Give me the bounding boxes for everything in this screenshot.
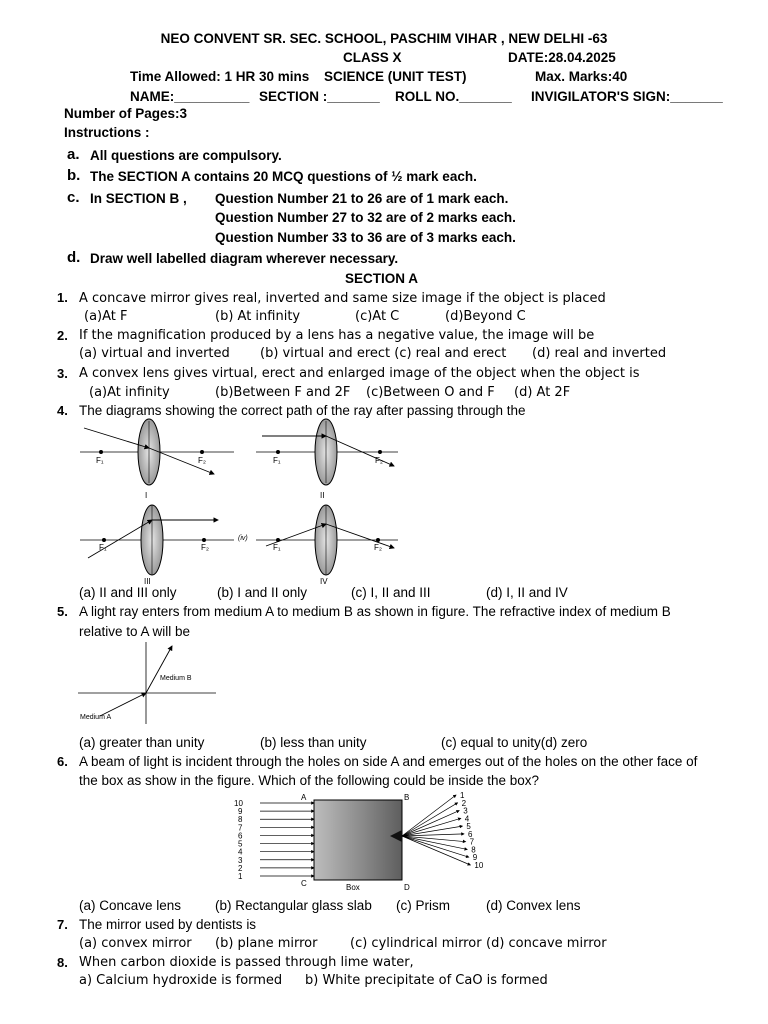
q4-number: 4. bbox=[57, 403, 68, 418]
right-hole-number: 7 bbox=[469, 837, 475, 847]
q4-option-b: (b) I and II only bbox=[217, 585, 308, 600]
diagram-ii-label: II bbox=[320, 491, 325, 500]
focal-point-f1-label: F₁ bbox=[96, 456, 104, 465]
left-hole-number: 2 bbox=[238, 863, 243, 873]
q1-option-b: (b) At infinity bbox=[215, 309, 301, 324]
focal-point-f1-label: F₁ bbox=[99, 543, 107, 552]
q4-text: The diagrams showing the correct path of the ray after passing through the bbox=[79, 403, 526, 418]
focal-point-f2-label: F₂ bbox=[198, 456, 206, 465]
q7-number: 7. bbox=[57, 917, 68, 932]
number-of-pages: Number of Pages:3 bbox=[64, 106, 188, 121]
q3-option-a: (a)At infinity bbox=[89, 385, 170, 400]
left-hole-number: 8 bbox=[238, 815, 243, 825]
instruction-d-marker: d. bbox=[67, 249, 81, 266]
q7-option-a: (a) convex mirror bbox=[79, 936, 192, 951]
q6-box-diagram bbox=[230, 790, 500, 894]
q8-text: When carbon dioxide is passed through lime water, bbox=[79, 955, 414, 970]
class-label: CLASS X bbox=[343, 50, 402, 65]
q7-option-b: (b) plane mirror bbox=[215, 936, 318, 951]
left-hole-number: 10 bbox=[234, 799, 243, 808]
q6-text-line1: A beam of light is incident through the holes on side A and emerges out of the holes on the other face of bbox=[79, 754, 698, 769]
instruction-b-text: The SECTION A contains 20 MCQ questions of ½ mark each. bbox=[90, 169, 477, 184]
q3-text: A convex lens gives virtual, erect and enlarged image of the object when the object is bbox=[79, 366, 640, 381]
incoming-rays bbox=[260, 803, 314, 876]
q3-option-c: (c)Between O and F bbox=[366, 385, 495, 400]
instruction-a-text: All questions are compulsory. bbox=[90, 148, 282, 163]
focal-point-f1-label: F₁ bbox=[273, 543, 281, 552]
q5-text-line2: relative to A will be bbox=[79, 624, 191, 639]
q5-number: 5. bbox=[57, 604, 68, 619]
instruction-c-line1: Question Number 21 to 26 are of 1 mark each. bbox=[215, 191, 509, 206]
q1-option-a: (a)At F bbox=[84, 309, 128, 324]
right-hole-number: 4 bbox=[464, 814, 470, 824]
lens-diagram-i bbox=[80, 419, 234, 500]
right-hole-number: 6 bbox=[468, 829, 473, 839]
outgoing-ray bbox=[402, 836, 470, 865]
q6-option-d: (d) Convex lens bbox=[486, 898, 581, 913]
q7-text: The mirror used by dentists is bbox=[79, 917, 257, 932]
q3-option-d: (d) At 2F bbox=[514, 385, 571, 400]
outgoing-ray bbox=[402, 818, 461, 836]
corner-a-label: A bbox=[301, 793, 307, 802]
max-marks: Max. Marks:40 bbox=[535, 69, 628, 84]
lens-diagram-ii bbox=[256, 419, 398, 500]
left-hole-number: 4 bbox=[238, 847, 243, 857]
q1-option-d: (d)Beyond C bbox=[445, 309, 526, 324]
box-label: Box bbox=[346, 883, 360, 892]
q7-option-c: (c) cylindrical mirror bbox=[350, 936, 482, 951]
left-hole-number: 9 bbox=[238, 807, 243, 817]
diagram-i-label: I bbox=[145, 491, 148, 500]
q2-number: 2. bbox=[57, 328, 68, 343]
outgoing-ray bbox=[402, 803, 458, 836]
q1-number: 1. bbox=[57, 290, 68, 305]
left-hole-number: 5 bbox=[238, 839, 243, 849]
q4-option-c: (c) I, II and III bbox=[351, 585, 431, 600]
q1-text: A concave mirror gives real, inverted and same size image if the object is placed bbox=[79, 291, 606, 306]
section-field: SECTION :_______ bbox=[259, 89, 380, 104]
diagram-iii-label: III bbox=[144, 577, 151, 586]
instruction-d-text: Draw well labelled diagram wherever necessary. bbox=[90, 251, 399, 266]
q8-option-a: a) Calcium hydroxide is formed bbox=[79, 973, 283, 988]
name-field: NAME:__________ bbox=[130, 89, 250, 104]
q3-option-b: (b)Between F and 2F bbox=[215, 385, 351, 400]
instruction-c-marker: c. bbox=[67, 189, 80, 206]
q6-option-a: (a) Concave lens bbox=[79, 898, 182, 913]
instruction-c-text: In SECTION B , bbox=[90, 191, 187, 206]
school-name: NEO CONVENT SR. SEC. SCHOOL, PASCHIM VIHAR , NEW DELHI -63 bbox=[160, 31, 608, 46]
q7-option-d: (d) concave mirror bbox=[486, 936, 607, 951]
q4-lens-diagrams bbox=[76, 418, 406, 586]
q2-option-d: (d) real and inverted bbox=[532, 346, 667, 361]
q5-option-a: (a) greater than unity bbox=[79, 735, 205, 750]
q2-option-a: (a) virtual and inverted bbox=[79, 346, 230, 361]
q1-option-c: (c)At C bbox=[355, 309, 400, 324]
q6-option-c: (c) Prism bbox=[396, 898, 450, 913]
medium-b-label: Medium B bbox=[160, 675, 192, 682]
q5-option-b: (b) less than unity bbox=[260, 735, 367, 750]
right-hole-number: 8 bbox=[471, 845, 476, 855]
diagram-iv-tag: (iv) bbox=[238, 535, 248, 542]
focal-point-f1-label: F₁ bbox=[273, 456, 281, 465]
focal-point-f2-label: F₂ bbox=[375, 456, 383, 465]
outgoing-ray bbox=[402, 836, 467, 849]
q4-option-a: (a) II and III only bbox=[79, 585, 177, 600]
left-hole-number: 7 bbox=[238, 823, 243, 833]
right-hole-number: 5 bbox=[466, 822, 471, 832]
right-hole-number: 1 bbox=[460, 791, 465, 800]
q2-option-bc: (b) virtual and erect (c) real and erect bbox=[260, 346, 507, 361]
q4-option-d: (d) I, II and IV bbox=[486, 585, 568, 600]
diagram-iv-label: IV bbox=[320, 577, 328, 586]
corner-c-label: C bbox=[301, 879, 307, 888]
corner-b-label: B bbox=[404, 793, 410, 802]
q6-number: 6. bbox=[57, 754, 68, 769]
time-allowed: Time Allowed: 1 HR 30 mins bbox=[130, 69, 310, 84]
instruction-b-marker: b. bbox=[67, 167, 81, 184]
q6-text-line2: the box as show in the figure. Which of the following could be inside the box? bbox=[79, 773, 540, 788]
q3-number: 3. bbox=[57, 366, 68, 381]
date-label: DATE:28.04.2025 bbox=[508, 50, 616, 65]
lens-diagram-iv bbox=[238, 505, 398, 586]
right-hole-number: 3 bbox=[463, 806, 468, 816]
roll-no-field: ROLL NO._______ bbox=[395, 89, 512, 104]
section-a-title: SECTION A bbox=[345, 271, 419, 286]
medium-a-label: Medium A bbox=[80, 714, 112, 721]
instructions-label: Instructions : bbox=[64, 125, 150, 140]
instruction-a-marker: a. bbox=[67, 146, 80, 163]
right-hole-numbers bbox=[460, 791, 484, 870]
instruction-c-line2: Question Number 27 to 32 are of 2 marks each. bbox=[215, 210, 516, 225]
left-hole-number: 6 bbox=[238, 831, 243, 841]
q8-number: 8. bbox=[57, 955, 68, 970]
lens-diagram-iii bbox=[80, 505, 234, 586]
right-hole-number: 2 bbox=[461, 798, 467, 808]
left-hole-number: 1 bbox=[238, 872, 243, 881]
outgoing-rays bbox=[402, 795, 470, 865]
q6-option-b: (b) Rectangular glass slab bbox=[215, 898, 372, 913]
left-hole-number: 3 bbox=[238, 855, 243, 865]
instruction-c-line3: Question Number 33 to 36 are of 3 marks each. bbox=[215, 230, 516, 245]
subject-label: SCIENCE (UNIT TEST) bbox=[324, 69, 467, 84]
left-hole-numbers bbox=[234, 799, 243, 881]
right-hole-number: 10 bbox=[474, 861, 484, 870]
q5-refraction-diagram bbox=[78, 640, 218, 726]
right-hole-number: 9 bbox=[472, 853, 478, 863]
q5-option-cd: (c) equal to unity(d) zero bbox=[441, 735, 588, 750]
q5-text-line1: A light ray enters from medium A to medium B as shown in figure. The refractive index of medium B bbox=[79, 604, 671, 619]
invigilator-sign-field: INVIGILATOR'S SIGN:_______ bbox=[531, 89, 723, 104]
focal-point-f2-label: F₂ bbox=[201, 543, 209, 552]
corner-d-label: D bbox=[404, 883, 410, 892]
focal-point-f2-label: F₂ bbox=[374, 543, 382, 552]
q8-option-b: b) White precipitate of CaO is formed bbox=[305, 973, 548, 988]
q2-text: If the magnification produced by a lens has a negative value, the image will be bbox=[79, 328, 595, 343]
